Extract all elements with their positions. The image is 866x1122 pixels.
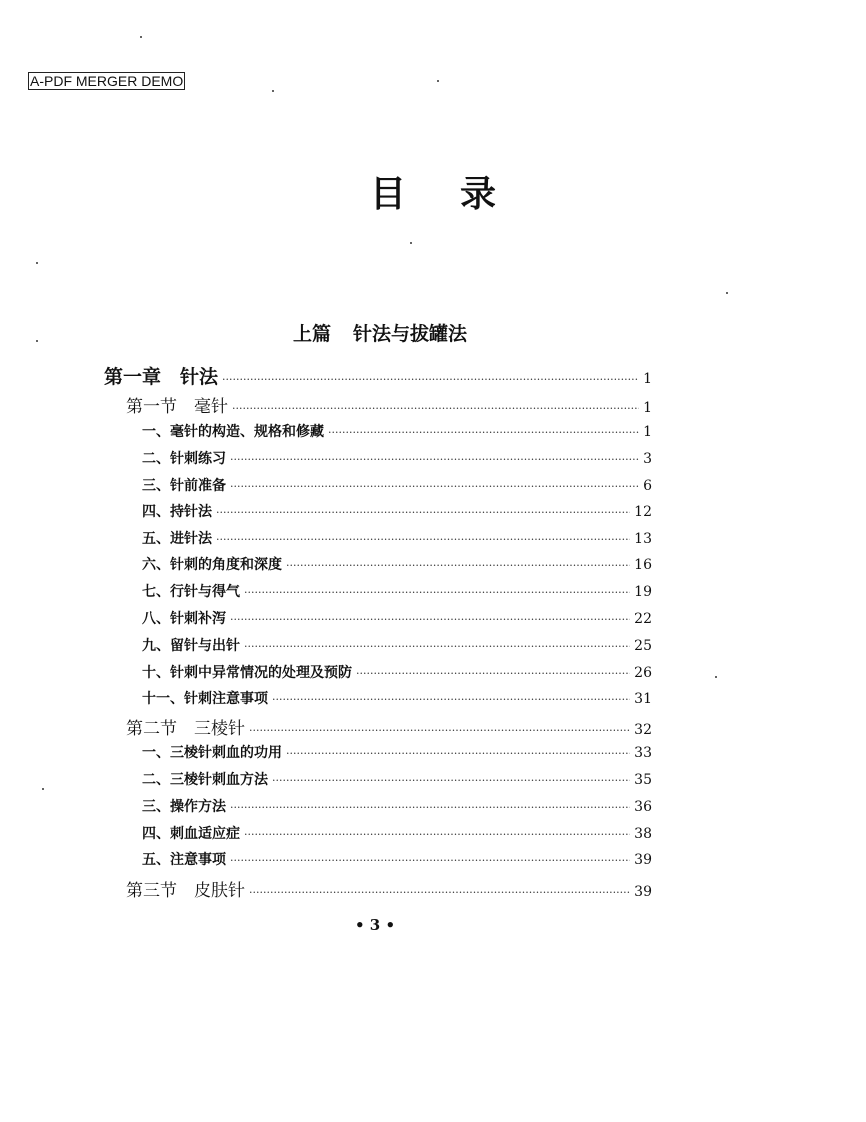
dot-leader — [286, 559, 630, 572]
toc-entry-page: 25 — [634, 638, 652, 654]
toc-entry-label: 十一、针刺注意事项 — [142, 691, 268, 707]
toc-section-1-1 — [126, 392, 652, 417]
scan-speck — [36, 340, 38, 342]
toc-entry-page: 22 — [634, 611, 652, 627]
toc-entry-label: 五、注意事项 — [142, 852, 226, 868]
dot-leader — [222, 373, 639, 386]
page-title: 目录 — [369, 174, 550, 215]
scan-speck — [437, 80, 439, 82]
dot-leader — [249, 724, 630, 737]
toc-item — [142, 581, 652, 601]
toc-entry-label: 四、刺血适应症 — [142, 826, 240, 842]
toc-entry-page: 36 — [634, 799, 652, 815]
toc-entry-page: 1 — [643, 371, 652, 387]
scan-speck — [36, 262, 38, 264]
dot-leader — [230, 613, 630, 626]
toc-entry-label: 一、三棱针刺血的功用 — [142, 745, 282, 761]
toc-entry-page: 38 — [634, 826, 652, 842]
part-heading — [0, 319, 760, 346]
dot-leader — [286, 747, 630, 760]
toc-item — [142, 742, 652, 762]
toc-entry-page: 16 — [634, 557, 652, 573]
toc-entry-page: 33 — [634, 745, 652, 761]
toc-entry-page: 39 — [634, 852, 652, 868]
page-number: • 3 • — [354, 916, 396, 934]
toc-item — [142, 849, 652, 869]
dot-leader — [216, 533, 630, 546]
toc-item — [142, 769, 652, 789]
dot-leader — [244, 586, 630, 599]
toc-entry-label: 第三节 皮肤针 — [126, 881, 245, 901]
toc-entry-page: 39 — [634, 884, 652, 900]
scan-speck — [272, 90, 274, 92]
toc-item — [142, 608, 652, 628]
toc-entry-page: 13 — [634, 531, 652, 547]
toc-entry-label: 三、操作方法 — [142, 799, 226, 815]
toc-item — [142, 796, 652, 816]
toc-entry-page: 19 — [634, 584, 652, 600]
toc-section-1-3 — [126, 876, 652, 901]
toc-entry-label: 一、毫针的构造、规格和修藏 — [142, 424, 324, 440]
toc-entry-label: 五、进针法 — [142, 531, 212, 547]
toc-item — [142, 688, 652, 708]
scan-speck — [726, 292, 728, 294]
toc-entry-page: 1 — [643, 424, 652, 440]
toc-entry-page: 35 — [634, 772, 652, 788]
toc-entry-label: 第二节 三棱针 — [126, 719, 245, 739]
toc-entry-label: 三、针前准备 — [142, 478, 226, 494]
toc-item — [142, 421, 652, 441]
toc-entry-label: 九、留针与出针 — [142, 638, 240, 654]
scan-speck — [715, 676, 717, 678]
dot-leader — [232, 402, 639, 415]
toc-entry-label: 二、三棱针刺血方法 — [142, 772, 268, 788]
toc-item — [142, 635, 652, 655]
toc-entry-page: 31 — [634, 691, 652, 707]
toc-entry-page: 6 — [643, 478, 652, 494]
toc-item — [142, 448, 652, 468]
toc-entry-label: 二、针刺练习 — [142, 451, 226, 467]
toc-item — [142, 501, 652, 521]
toc-item — [142, 554, 652, 574]
dot-leader — [328, 426, 639, 439]
toc-entry-label: 四、持针法 — [142, 504, 212, 520]
dot-leader — [216, 506, 630, 519]
toc-chapter-1 — [104, 362, 652, 389]
toc-entry-label: 七、行针与得气 — [142, 584, 240, 600]
dot-leader — [244, 828, 630, 841]
dot-leader — [272, 693, 630, 706]
toc-entry-label: 第一章 针法 — [104, 366, 219, 388]
watermark-label: A-PDF MERGER DEMO — [30, 73, 184, 89]
toc-entry-label: 六、针刺的角度和深度 — [142, 557, 282, 573]
part-name: 针法与拔罐法 — [353, 323, 468, 345]
toc-entry-page: 1 — [643, 400, 652, 416]
part-label: 上篇 — [292, 323, 331, 345]
dot-leader — [244, 640, 630, 653]
toc-entry-label: 第一节 毫针 — [126, 397, 228, 417]
dot-leader — [230, 801, 630, 814]
toc-entry-label: 十、针刺中异常情况的处理及预防 — [142, 665, 352, 681]
toc-item — [142, 823, 652, 843]
toc-entry-page: 12 — [634, 504, 652, 520]
dot-leader — [356, 667, 630, 680]
dot-leader — [230, 854, 630, 867]
toc-item — [142, 475, 652, 495]
toc-entry-page: 3 — [643, 451, 652, 467]
dot-leader — [230, 480, 639, 493]
toc-item — [142, 528, 652, 548]
dot-leader — [249, 886, 630, 899]
scan-speck — [410, 242, 412, 244]
toc-item — [142, 662, 652, 682]
dot-leader — [272, 774, 630, 787]
toc-section-1-2 — [126, 714, 652, 739]
toc-entry-page: 32 — [634, 722, 652, 738]
scan-speck — [42, 788, 44, 790]
scan-speck — [140, 36, 142, 38]
toc-entry-label: 八、针刺补泻 — [142, 611, 226, 627]
toc-entry-page: 26 — [634, 665, 652, 681]
dot-leader — [230, 453, 639, 466]
